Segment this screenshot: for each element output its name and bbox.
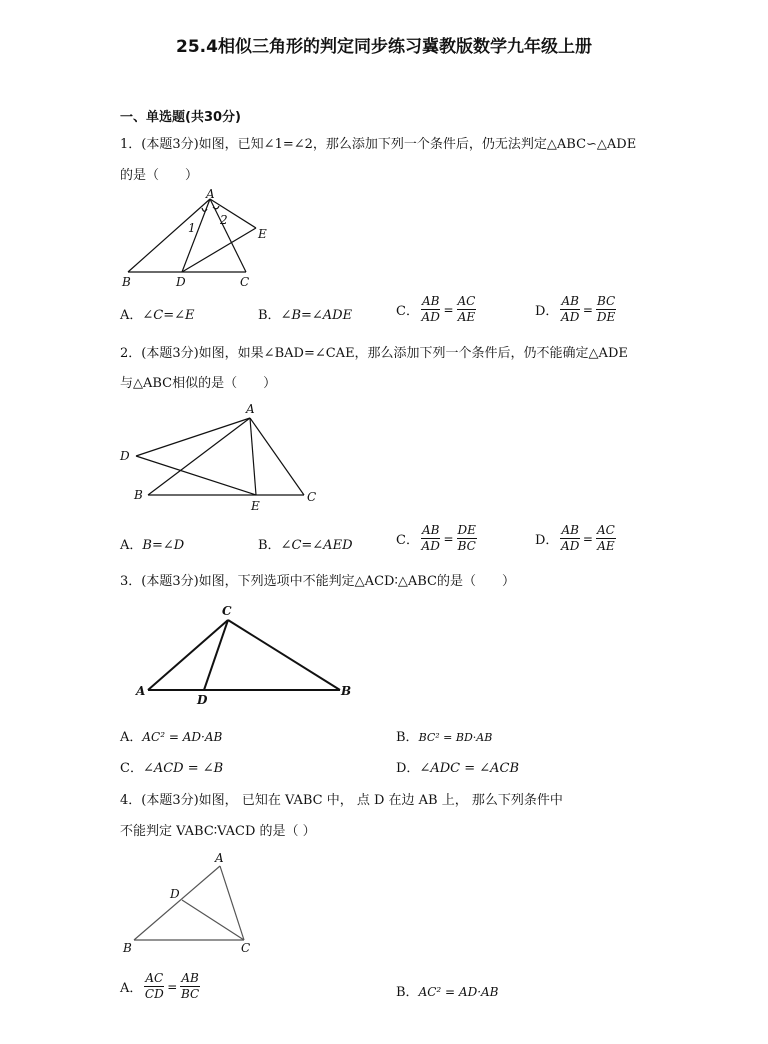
fraction: $\frac{AC}{AE}$: [457, 294, 476, 324]
question-3-figure: [128, 600, 360, 712]
fraction: $\frac{AB}{AD}$: [561, 294, 580, 324]
question-2-stem-line1: 2．(本题3分)如图，如果∠BAD=∠CAE，那么添加下列一个条件后，仍不能确定△ADE: [120, 346, 628, 361]
option-text: BC² = BD·AB: [418, 731, 493, 744]
option-letter: C．: [396, 533, 419, 548]
option-text: AC² = AD·AB: [142, 730, 223, 744]
label-a: A: [136, 684, 146, 698]
label-c: C: [222, 604, 232, 618]
question-4-stem-line1: 4．(本题3分)如图， 已知在 VABC 中， 点 D 在边 AB 上， 那么下列条件中: [120, 793, 563, 808]
option-text: ∠ACD = ∠B: [142, 761, 224, 776]
question-4-option-a[interactable]: A． $\frac{AC}{CD}$ = $\frac{AB}{BC}$: [120, 971, 200, 1001]
label-1: 1: [188, 221, 196, 235]
label-c: C: [307, 490, 317, 504]
segment-cb: [228, 620, 340, 690]
question-2-option-c[interactable]: C． $\frac{AB}{AD}$ = $\frac{DE}{BC}$: [396, 523, 476, 553]
fraction: $\frac{AB}{AD}$: [561, 523, 580, 553]
fraction: $\frac{AC}{AE}$: [596, 523, 615, 553]
label-e: E: [251, 499, 260, 513]
question-1-stem-line2: 的是（ ）: [120, 168, 199, 183]
option-letter: D．: [396, 761, 420, 776]
question-1-option-a[interactable]: [120, 304, 195, 323]
option-letter: B．: [396, 985, 419, 1000]
fraction: $\frac{BC}{DE}$: [596, 294, 616, 324]
option-letter: B．: [258, 538, 281, 553]
segment-ac: [250, 418, 304, 495]
option-letter: B．: [396, 730, 419, 745]
label-a: A: [246, 402, 255, 416]
question-3-option-b[interactable]: [396, 726, 492, 745]
segment-ab: [128, 199, 210, 272]
question-3-option-c[interactable]: [120, 757, 223, 776]
question-1-option-c[interactable]: C． $\frac{AB}{AD}$ = $\frac{AC}{AE}$: [396, 294, 476, 324]
fraction: $\frac{DE}{BC}$: [457, 523, 476, 553]
label-a: A: [206, 187, 215, 201]
page-title: 25.4相似三角形的判定同步练习冀教版数学九年级上册: [176, 37, 592, 57]
label-b: B: [341, 684, 352, 698]
fraction: $\frac{AB}{BC}$: [180, 971, 200, 1001]
question-4-stem-line2: 不能判定 VABC∶VACD 的是（ ）: [120, 824, 316, 839]
segment-ab: [134, 866, 220, 940]
label-d: D: [170, 887, 180, 901]
option-letter: C．: [120, 761, 143, 776]
option-letter: A．: [120, 730, 143, 745]
option-letter: A．: [120, 538, 143, 553]
segment-de: [136, 456, 256, 495]
option-letter: A．: [120, 981, 143, 996]
label-e: E: [258, 227, 267, 241]
label-2: 2: [220, 213, 228, 227]
option-text: ∠C=∠E: [142, 308, 195, 323]
label-b: B: [134, 488, 143, 502]
question-3-option-d[interactable]: [396, 757, 519, 776]
question-4-option-b[interactable]: [396, 981, 499, 1000]
fraction: $\frac{AB}{AD}$: [421, 294, 440, 324]
fraction: $\frac{AC}{CD}$: [144, 971, 164, 1001]
question-2-option-b[interactable]: [258, 534, 353, 553]
fraction: $\frac{AB}{AD}$: [421, 523, 440, 553]
option-letter: B．: [258, 308, 281, 323]
question-3-stem: 3．(本题3分)如图，下列选项中不能判定△ACD∶△ABC的是（ ）: [120, 574, 515, 589]
question-1-option-d[interactable]: D． $\frac{AB}{AD}$ = $\frac{BC}{DE}$: [535, 294, 616, 324]
segment-dc: [182, 900, 244, 940]
label-d: D: [176, 275, 186, 289]
label-d: D: [120, 449, 130, 463]
option-letter: C．: [396, 304, 419, 319]
section-heading: 一、单选题(共30分): [120, 110, 241, 125]
option-text: ∠C=∠AED: [280, 538, 353, 553]
question-2-figure: [114, 398, 324, 514]
option-letter: D．: [535, 533, 559, 548]
question-3-option-a[interactable]: [120, 726, 222, 745]
option-text: ∠ADC = ∠ACB: [419, 761, 520, 776]
question-2-option-d[interactable]: D． $\frac{AB}{AD}$ = $\frac{AC}{AE}$: [535, 523, 615, 553]
question-2-stem-line2: 与△ABC相似的是（ ）: [120, 376, 277, 391]
label-b: B: [123, 941, 132, 955]
segment-ae: [250, 418, 256, 495]
question-1-stem-line1: 1．(本题3分)如图，已知∠1=∠2，那么添加下列一个条件后，仍无法判定△ABC∽△ADE: [120, 137, 637, 152]
segment-ab: [148, 418, 250, 495]
label-c: C: [240, 275, 250, 289]
option-text: AC² = AD·AB: [418, 985, 499, 999]
option-letter: A．: [120, 308, 143, 323]
segment-ad: [136, 418, 250, 456]
label-a: A: [215, 851, 224, 865]
label-c: C: [241, 941, 251, 955]
question-4-figure: [118, 848, 266, 960]
option-text: B=∠D: [142, 538, 185, 553]
question-1-option-b[interactable]: [258, 304, 352, 323]
question-2-option-a[interactable]: [120, 534, 184, 553]
option-text: ∠B=∠ADE: [280, 308, 353, 323]
label-b: B: [122, 275, 131, 289]
question-1-figure: [116, 186, 276, 290]
label-d: D: [197, 693, 208, 707]
option-letter: D．: [535, 304, 559, 319]
segment-ac: [220, 866, 244, 940]
